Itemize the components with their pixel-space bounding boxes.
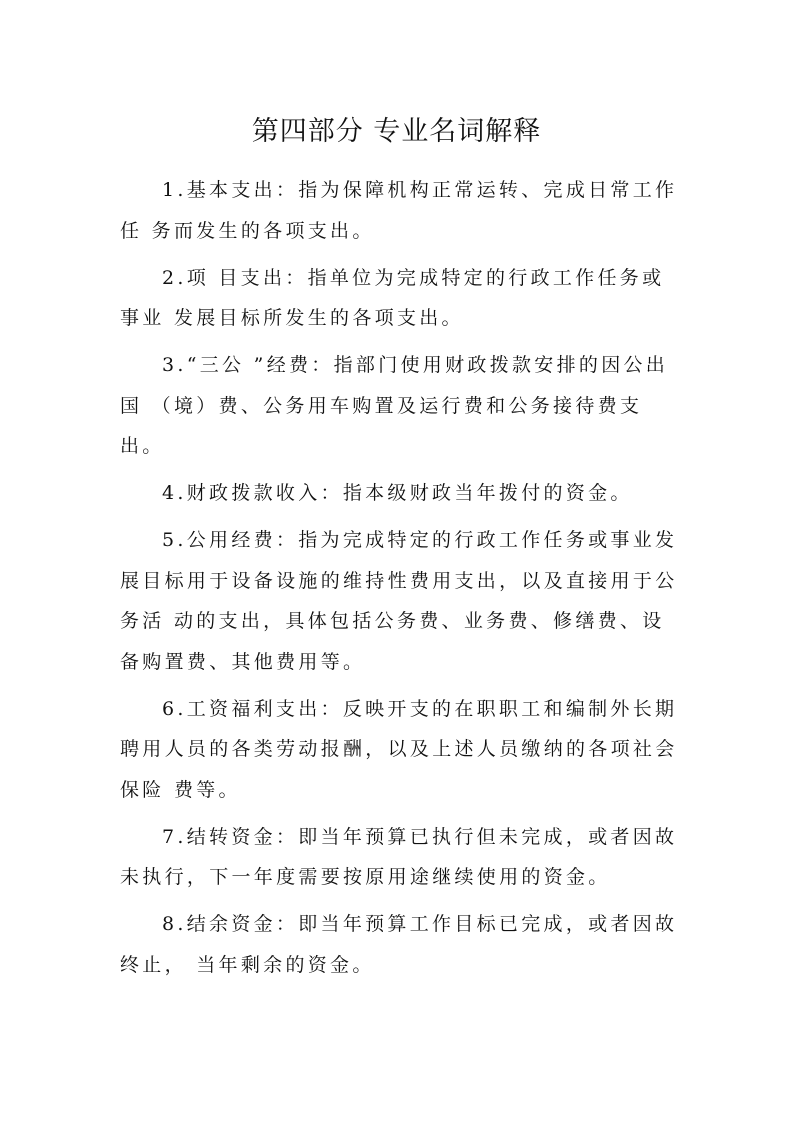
definition-paragraph-1: 1.基本支出：指为保障机构正常运转、完成日常工作任 务而发生的各项支出。 xyxy=(120,179,678,242)
definition-paragraph-6: 6.工资福利支出：反映开支的在职职工和编制外长期聘用人员的各类劳动报酬，以及上述人员缴纳的各项社会保险 费等。 xyxy=(120,697,678,801)
page-title: 第四部分 专业名词解释 xyxy=(251,116,542,147)
definition-paragraph-2: 2.项 目支出：指单位为完成特定的行政工作任务或事业 发展目标所发生的各项支出。 xyxy=(120,266,665,329)
definition-paragraph-4: 4.财政拨款收入：指本级财政当年拨付的资金。 xyxy=(162,482,633,504)
definition-paragraph-3: 3.“三公 ”经费：指部门使用财政拨款安排的因公出国 （境）费、公务用车购置及运行费和公务接待费支出。 xyxy=(120,354,669,457)
definition-paragraph-7: 7.结转资金：即当年预算已执行但未完成，或者因故未执行，下一年度需要按原用途继续使用的资金。 xyxy=(120,825,678,888)
definition-paragraph-8: 8.结余资金：即当年预算工作目标已完成，或者因故终止， 当年剩余的资金。 xyxy=(120,913,678,976)
definitions-body xyxy=(120,170,680,992)
definition-paragraph-5: 5.公用经费：指为完成特定的行政工作任务或事业发展目标用于设备设施的维持性费用支出，以及直接用于公务活 动的支出，具体包括公务费、业务费、修缮费、设备购置费、其他费用等。 xyxy=(120,529,678,673)
